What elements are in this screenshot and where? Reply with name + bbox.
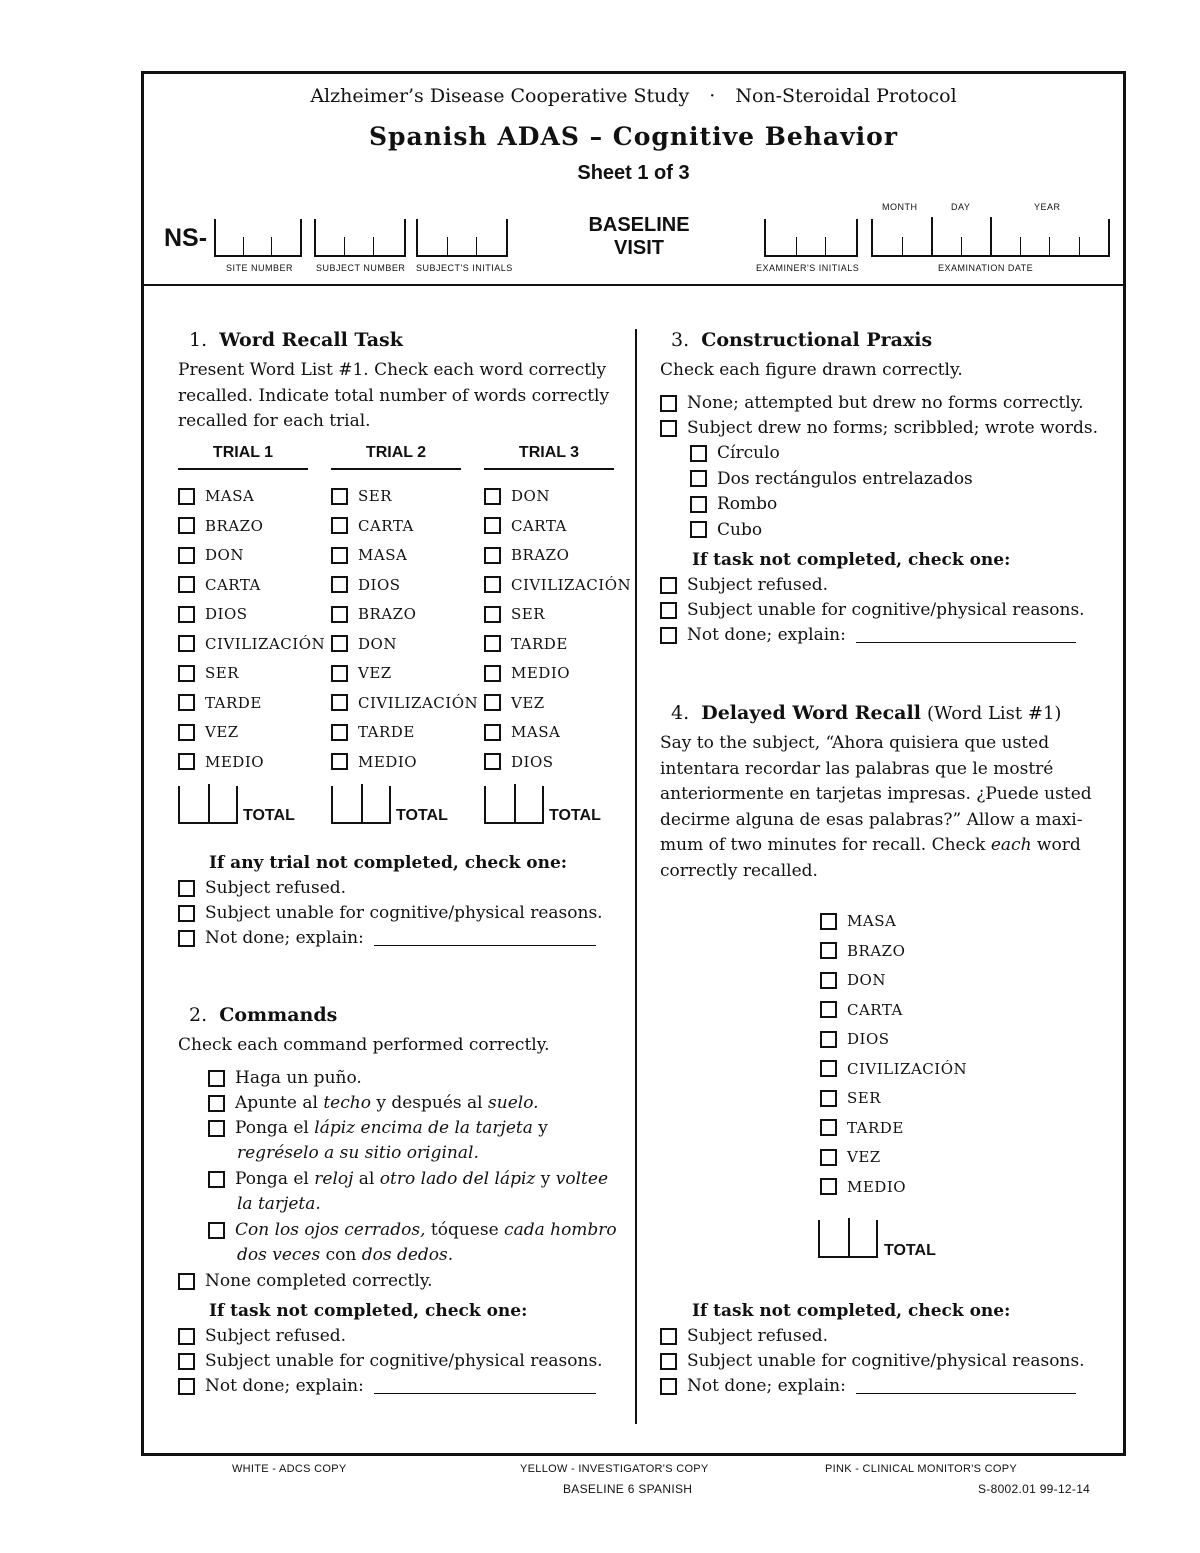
checkbox[interactable] bbox=[178, 1273, 195, 1290]
word-label: DON bbox=[847, 971, 886, 989]
checkbox[interactable] bbox=[178, 635, 195, 652]
checkbox[interactable] bbox=[208, 1171, 225, 1188]
delayed-word-item[interactable] bbox=[820, 1119, 904, 1137]
footer-white-copy: WHITE - ADCS COPY bbox=[232, 1463, 347, 1475]
praxis-scribbled-text: Subject drew no forms; scribbled; wrote words. bbox=[687, 418, 1099, 438]
command-1-text: Haga un puño. bbox=[235, 1068, 362, 1088]
sec3-refused-option[interactable] bbox=[660, 575, 828, 595]
command-2-text: Apunte al techo y después al suelo. bbox=[235, 1093, 539, 1113]
checkbox[interactable] bbox=[820, 913, 837, 930]
trial-2-word-item[interactable] bbox=[331, 694, 478, 712]
word-label: BRAZO bbox=[511, 546, 570, 564]
examiner-initials-label: EXAMINER'S INITIALS bbox=[756, 263, 860, 273]
sec2-instructions: Check each command performed correctly. bbox=[178, 1035, 550, 1055]
study-line bbox=[144, 85, 1123, 107]
word-label: TARDE bbox=[358, 723, 415, 741]
word-label: DIOS bbox=[847, 1030, 890, 1048]
checkbox[interactable] bbox=[820, 1119, 837, 1136]
checkbox[interactable] bbox=[690, 445, 707, 462]
word-label: CARTA bbox=[847, 1000, 903, 1019]
checkbox[interactable] bbox=[660, 1328, 677, 1345]
delayed-word-item[interactable] bbox=[820, 1001, 903, 1019]
command-3-text: Ponga el lápiz encima de la tarjeta y bbox=[235, 1118, 548, 1138]
delayed-total-label: TOTAL bbox=[884, 1242, 936, 1259]
separator-dot: · bbox=[709, 85, 716, 107]
trial-2-word-item[interactable] bbox=[331, 753, 417, 771]
sec2-heading bbox=[189, 1004, 337, 1026]
checkbox[interactable] bbox=[660, 395, 677, 412]
word-label: VEZ bbox=[205, 723, 239, 741]
sec1-not-completed-heading: If any trial not completed, check one: bbox=[209, 853, 568, 873]
trial-3-word-item[interactable] bbox=[484, 576, 631, 594]
word-label: DIOS bbox=[358, 575, 401, 594]
option-label: Subject unable for cognitive/physical reasons. bbox=[205, 1351, 603, 1371]
sec4-title: Delayed Word Recall bbox=[701, 702, 921, 724]
sheet-number: Sheet 1 of 3 bbox=[577, 162, 690, 184]
checkbox[interactable] bbox=[178, 1353, 195, 1370]
trial-3-total-field[interactable] bbox=[484, 786, 544, 824]
sec1-number: 1. bbox=[189, 329, 208, 351]
checkbox[interactable] bbox=[331, 517, 348, 534]
trial-2-word-item[interactable] bbox=[331, 546, 407, 564]
checkbox[interactable] bbox=[484, 488, 501, 505]
checkbox[interactable] bbox=[484, 635, 501, 652]
checkbox[interactable] bbox=[331, 694, 348, 711]
sec2-number: 2. bbox=[189, 1004, 208, 1026]
day-label: DAY bbox=[951, 202, 971, 212]
figure-item[interactable] bbox=[690, 443, 780, 463]
trial-1-header: TRIAL 1 bbox=[178, 444, 308, 470]
checkbox[interactable] bbox=[484, 665, 501, 682]
trial-1-word-item[interactable] bbox=[178, 753, 264, 771]
figure-item[interactable] bbox=[690, 469, 973, 489]
word-label: CARTA bbox=[511, 516, 567, 535]
sec4-line1: Say to the subject, “Ahora quisiera que usted bbox=[660, 733, 1050, 753]
word-label: MASA bbox=[511, 723, 561, 741]
checkbox[interactable] bbox=[820, 1060, 837, 1077]
checkbox[interactable] bbox=[208, 1070, 225, 1087]
trial-2-word-item[interactable] bbox=[331, 517, 414, 535]
delayed-word-item[interactable] bbox=[820, 1060, 967, 1078]
option-label: Subject refused. bbox=[205, 1326, 347, 1346]
command-3[interactable] bbox=[208, 1118, 548, 1138]
checkbox[interactable] bbox=[178, 724, 195, 741]
option-label: Not done; explain: bbox=[687, 625, 846, 645]
delayed-word-item[interactable] bbox=[820, 1030, 890, 1048]
sec4-line5: mum of two minutes for recall. Check each word bbox=[660, 835, 1081, 855]
explain-line[interactable] bbox=[856, 628, 1076, 643]
checkbox[interactable] bbox=[820, 1031, 837, 1048]
option-label: Subject refused. bbox=[687, 1326, 829, 1346]
word-label: DON bbox=[205, 546, 244, 564]
word-label: BRAZO bbox=[205, 516, 264, 535]
delayed-word-item[interactable] bbox=[820, 912, 896, 930]
figure-label: Dos rectángulos entrelazados bbox=[717, 468, 973, 489]
checkbox[interactable] bbox=[208, 1095, 225, 1112]
word-label: SER bbox=[511, 605, 546, 623]
word-label: TARDE bbox=[511, 634, 568, 653]
trial-3-word-item[interactable] bbox=[484, 753, 554, 771]
option-label: Not done; explain: bbox=[205, 928, 364, 948]
word-label: SER bbox=[358, 487, 393, 505]
option-label: Not done; explain: bbox=[687, 1376, 846, 1396]
praxis-none[interactable] bbox=[660, 393, 1083, 413]
checkbox[interactable] bbox=[820, 1178, 837, 1195]
checkbox[interactable] bbox=[331, 576, 348, 593]
site-number-label: SITE NUMBER bbox=[226, 263, 294, 273]
checkbox[interactable] bbox=[178, 880, 195, 897]
sec3-number: 3. bbox=[671, 329, 690, 351]
checkbox[interactable] bbox=[331, 724, 348, 741]
command-4-text-cont: la tarjeta. bbox=[237, 1194, 321, 1214]
examination-date-field[interactable] bbox=[871, 219, 1110, 257]
checkbox[interactable] bbox=[660, 577, 677, 594]
sec1-unable-option[interactable] bbox=[178, 903, 603, 923]
checkbox[interactable] bbox=[660, 1353, 677, 1370]
command-5-text-cont: dos veces con dos dedos. bbox=[237, 1245, 454, 1265]
checkbox[interactable] bbox=[178, 930, 195, 947]
sec2-not-done-option[interactable] bbox=[178, 1376, 596, 1396]
checkbox[interactable] bbox=[660, 420, 677, 437]
word-label: MEDIO bbox=[358, 752, 418, 771]
command-1[interactable] bbox=[208, 1068, 362, 1088]
checkbox[interactable] bbox=[690, 470, 707, 487]
word-label: TARDE bbox=[847, 1118, 904, 1137]
trial-1-word-item[interactable] bbox=[178, 517, 263, 535]
trial-2-word-item[interactable] bbox=[331, 635, 397, 653]
sec4-title-suffix: (Word List #1) bbox=[926, 703, 1062, 724]
ns-prefix: NS- bbox=[164, 224, 208, 252]
trial-3-total-label: TOTAL bbox=[549, 807, 601, 824]
word-label: MASA bbox=[205, 487, 255, 505]
sec4-number: 4. bbox=[671, 702, 690, 724]
sec2-not-completed-heading: If task not completed, check one: bbox=[209, 1301, 528, 1321]
checkbox[interactable] bbox=[178, 1378, 195, 1395]
word-label: MASA bbox=[847, 912, 897, 930]
footer-baseline: BASELINE 6 SPANISH bbox=[563, 1482, 693, 1496]
trial-3-word-item[interactable] bbox=[484, 664, 570, 682]
word-label: CIVILIZACIÓN bbox=[205, 634, 326, 653]
checkbox[interactable] bbox=[484, 724, 501, 741]
figure-item[interactable] bbox=[690, 520, 762, 540]
checkbox[interactable] bbox=[484, 547, 501, 564]
sec4-line3: anteriormente en tarjetas impresas. ¿Puede usted bbox=[660, 784, 1092, 804]
checkbox[interactable] bbox=[178, 905, 195, 922]
sec4-instructions bbox=[660, 731, 1110, 884]
checkbox[interactable] bbox=[178, 753, 195, 770]
trial-1-word-item[interactable] bbox=[178, 694, 262, 712]
command-5[interactable] bbox=[208, 1220, 617, 1240]
footer-form-number: S-8002.01 99-12-14 bbox=[978, 1482, 1091, 1496]
word-label: SER bbox=[847, 1089, 882, 1107]
checkbox[interactable] bbox=[660, 627, 677, 644]
word-label: MEDIO bbox=[511, 664, 571, 682]
sec1-title: Word Recall Task bbox=[219, 329, 403, 351]
trial-3-word-item[interactable] bbox=[484, 605, 545, 623]
command-none-text: None completed correctly. bbox=[205, 1271, 433, 1291]
word-label: BRAZO bbox=[358, 605, 417, 623]
command-none[interactable] bbox=[178, 1271, 433, 1291]
trial-1-word-item[interactable] bbox=[178, 546, 244, 564]
checkbox[interactable] bbox=[331, 753, 348, 770]
word-label: CARTA bbox=[205, 575, 261, 594]
study-name: Alzheimer’s Disease Cooperative Study bbox=[310, 85, 690, 107]
word-label: DON bbox=[358, 634, 397, 653]
explain-line[interactable] bbox=[374, 931, 596, 946]
command-3-text-cont: regréselo a su sitio original. bbox=[237, 1143, 479, 1163]
option-label: Subject refused. bbox=[687, 575, 829, 595]
checkbox[interactable] bbox=[331, 606, 348, 623]
sec1-heading bbox=[189, 329, 403, 351]
sec2-unable-option[interactable] bbox=[178, 1351, 603, 1371]
trial-2-word-item[interactable] bbox=[331, 723, 415, 741]
command-4[interactable] bbox=[208, 1169, 608, 1189]
visit-type bbox=[564, 214, 714, 260]
month-label: MONTH bbox=[882, 202, 918, 212]
sec4-heading bbox=[671, 702, 1061, 724]
sec3-not-completed-heading: If task not completed, check one: bbox=[692, 550, 1011, 570]
checkbox[interactable] bbox=[484, 694, 501, 711]
trial-1-word-item[interactable] bbox=[178, 635, 325, 653]
figure-label: Cubo bbox=[717, 519, 763, 540]
sec2-title: Commands bbox=[219, 1004, 338, 1026]
trial-3-word-item[interactable] bbox=[484, 487, 550, 505]
sec4-line4: decirme alguna de esas palabras?” Allow a maxi- bbox=[660, 809, 1083, 830]
trial-1-word-item[interactable] bbox=[178, 664, 239, 682]
checkbox[interactable] bbox=[178, 488, 195, 505]
word-label: DIOS bbox=[511, 752, 554, 771]
visit-line2: VISIT bbox=[613, 237, 664, 259]
site-number-field[interactable] bbox=[214, 219, 302, 257]
protocol-name: Non-Steroidal Protocol bbox=[735, 85, 957, 107]
trial-3-word-item[interactable] bbox=[484, 546, 569, 564]
sec4-not-done-option[interactable] bbox=[660, 1376, 1076, 1396]
checkbox[interactable] bbox=[820, 942, 837, 959]
explain-line[interactable] bbox=[856, 1379, 1076, 1394]
word-label: DON bbox=[511, 487, 550, 505]
checkbox[interactable] bbox=[690, 496, 707, 513]
footer-pink-copy: PINK - CLINICAL MONITOR'S COPY bbox=[825, 1463, 1018, 1475]
examination-date-label: EXAMINATION DATE bbox=[938, 263, 1034, 273]
explain-line[interactable] bbox=[374, 1379, 596, 1394]
sec1-instr-line3: recalled for each trial. bbox=[178, 411, 371, 431]
checkbox[interactable] bbox=[331, 488, 348, 505]
word-label: VEZ bbox=[511, 693, 545, 712]
checkbox[interactable] bbox=[820, 1001, 837, 1018]
figure-label: Rombo bbox=[717, 494, 778, 514]
sec4-not-completed-heading: If task not completed, check one: bbox=[692, 1301, 1011, 1321]
trial-3-header: TRIAL 3 bbox=[484, 444, 614, 470]
delayed-word-item[interactable] bbox=[820, 971, 886, 989]
sec3-unable-option[interactable] bbox=[660, 600, 1085, 620]
checkbox[interactable] bbox=[660, 1378, 677, 1395]
command-5-text: Con los ojos cerrados, tóquese cada hombro bbox=[235, 1220, 617, 1240]
trial-2-word-item[interactable] bbox=[331, 576, 401, 594]
trial-3-word-item[interactable] bbox=[484, 694, 545, 712]
option-label: Subject unable for cognitive/physical reasons. bbox=[687, 600, 1085, 620]
option-label: Subject refused. bbox=[205, 878, 347, 898]
word-label: SER bbox=[205, 664, 240, 682]
trial-2-word-item[interactable] bbox=[331, 487, 392, 505]
word-label: BRAZO bbox=[847, 941, 906, 960]
trial-2-word-item[interactable] bbox=[331, 605, 416, 623]
option-label: Subject unable for cognitive/physical reasons. bbox=[205, 903, 603, 923]
sec1-refused-option[interactable] bbox=[178, 878, 346, 898]
option-label: Subject unable for cognitive/physical reasons. bbox=[687, 1351, 1085, 1371]
form-title: Spanish ADAS – Cognitive Behavior bbox=[369, 122, 898, 151]
checkbox[interactable] bbox=[178, 606, 195, 623]
trial-2-word-item[interactable] bbox=[331, 664, 392, 682]
sec4-unable-option[interactable] bbox=[660, 1351, 1085, 1371]
checkbox[interactable] bbox=[178, 547, 195, 564]
word-label: VEZ bbox=[847, 1148, 881, 1166]
trial-1-total-field[interactable] bbox=[178, 786, 238, 824]
checkbox[interactable] bbox=[820, 1090, 837, 1107]
subject-number-label: SUBJECT NUMBER bbox=[316, 263, 406, 273]
checkbox[interactable] bbox=[178, 517, 195, 534]
checkbox[interactable] bbox=[331, 665, 348, 682]
footer-yellow-copy: YELLOW - INVESTIGATOR'S COPY bbox=[520, 1463, 709, 1475]
examiner-initials-field[interactable] bbox=[764, 219, 858, 257]
checkbox[interactable] bbox=[178, 694, 195, 711]
year-label: YEAR bbox=[1034, 202, 1061, 212]
trial-1-word-item[interactable] bbox=[178, 576, 261, 594]
sec2-refused-option[interactable] bbox=[178, 1326, 346, 1346]
word-label: CIVILIZACIÓN bbox=[511, 575, 632, 594]
checkbox[interactable] bbox=[331, 635, 348, 652]
checkbox[interactable] bbox=[690, 521, 707, 538]
trial-1-word-item[interactable] bbox=[178, 723, 239, 741]
checkbox[interactable] bbox=[484, 753, 501, 770]
form-frame bbox=[141, 71, 1126, 1456]
sec4-line2: intentara recordar las palabras que le mostré bbox=[660, 758, 1054, 779]
delayed-word-item[interactable] bbox=[820, 942, 905, 960]
trial-1-word-item[interactable] bbox=[178, 487, 254, 505]
delayed-total-field[interactable] bbox=[818, 1220, 878, 1258]
checkbox[interactable] bbox=[208, 1222, 225, 1239]
word-label: DIOS bbox=[205, 605, 248, 623]
trial-3-word-item[interactable] bbox=[484, 517, 567, 535]
word-label: MEDIO bbox=[847, 1177, 907, 1196]
subject-initials-label: SUBJECT'S INITIALS bbox=[416, 263, 513, 273]
sec3-heading bbox=[671, 329, 932, 351]
sec1-instr-line2: recalled. Indicate total number of words correctly bbox=[178, 385, 610, 406]
sec1-not-done-option[interactable] bbox=[178, 928, 596, 948]
subject-initials-field[interactable] bbox=[416, 219, 508, 257]
word-label: MASA bbox=[358, 546, 408, 564]
option-label: Not done; explain: bbox=[205, 1376, 364, 1396]
checkbox[interactable] bbox=[820, 1149, 837, 1166]
trial-3-word-item[interactable] bbox=[484, 723, 560, 741]
checkbox[interactable] bbox=[820, 972, 837, 989]
praxis-scribbled[interactable] bbox=[660, 418, 1098, 438]
column-divider bbox=[635, 329, 637, 1424]
checkbox[interactable] bbox=[208, 1120, 225, 1137]
checkbox[interactable] bbox=[484, 517, 501, 534]
sec1-instr-line1: Present Word List #1. Check each word correctly bbox=[178, 360, 607, 380]
delayed-word-item[interactable] bbox=[820, 1148, 881, 1166]
delayed-word-item[interactable] bbox=[820, 1089, 881, 1107]
checkbox[interactable] bbox=[331, 547, 348, 564]
subject-number-field[interactable] bbox=[314, 219, 406, 257]
sec3-not-done-option[interactable] bbox=[660, 625, 1076, 645]
checkbox[interactable] bbox=[484, 606, 501, 623]
checkbox[interactable] bbox=[178, 665, 195, 682]
figure-item[interactable] bbox=[690, 494, 777, 514]
sec4-refused-option[interactable] bbox=[660, 1326, 828, 1346]
sec3-instructions: Check each figure drawn correctly. bbox=[660, 360, 963, 380]
checkbox[interactable] bbox=[484, 576, 501, 593]
checkbox[interactable] bbox=[178, 576, 195, 593]
word-label: VEZ bbox=[358, 664, 392, 682]
checkbox[interactable] bbox=[660, 602, 677, 619]
trial-2-header: TRIAL 2 bbox=[331, 444, 461, 470]
trial-2-total-field[interactable] bbox=[331, 786, 391, 824]
command-4-text: Ponga el reloj al otro lado del lápiz y voltee bbox=[235, 1169, 609, 1189]
command-2[interactable] bbox=[208, 1093, 539, 1113]
word-label: MEDIO bbox=[205, 752, 265, 771]
trial-2-total-label: TOTAL bbox=[396, 807, 448, 824]
figure-label: Círculo bbox=[717, 443, 780, 463]
sec1-instructions bbox=[178, 358, 628, 435]
sec3-title: Constructional Praxis bbox=[701, 329, 933, 351]
word-label: TARDE bbox=[205, 693, 262, 712]
visit-line1: BASELINE bbox=[588, 214, 690, 236]
delayed-word-item[interactable] bbox=[820, 1178, 906, 1196]
header-divider bbox=[144, 284, 1123, 286]
word-label: CIVILIZACIÓN bbox=[358, 693, 479, 712]
trial-1-word-item[interactable] bbox=[178, 605, 248, 623]
word-label: CARTA bbox=[358, 516, 414, 535]
praxis-none-text: None; attempted but drew no forms correctly. bbox=[687, 393, 1084, 413]
trial-3-word-item[interactable] bbox=[484, 635, 568, 653]
checkbox[interactable] bbox=[178, 1328, 195, 1345]
sec4-line6: correctly recalled. bbox=[660, 860, 818, 881]
trial-1-total-label: TOTAL bbox=[243, 807, 295, 824]
word-label: CIVILIZACIÓN bbox=[847, 1059, 968, 1078]
